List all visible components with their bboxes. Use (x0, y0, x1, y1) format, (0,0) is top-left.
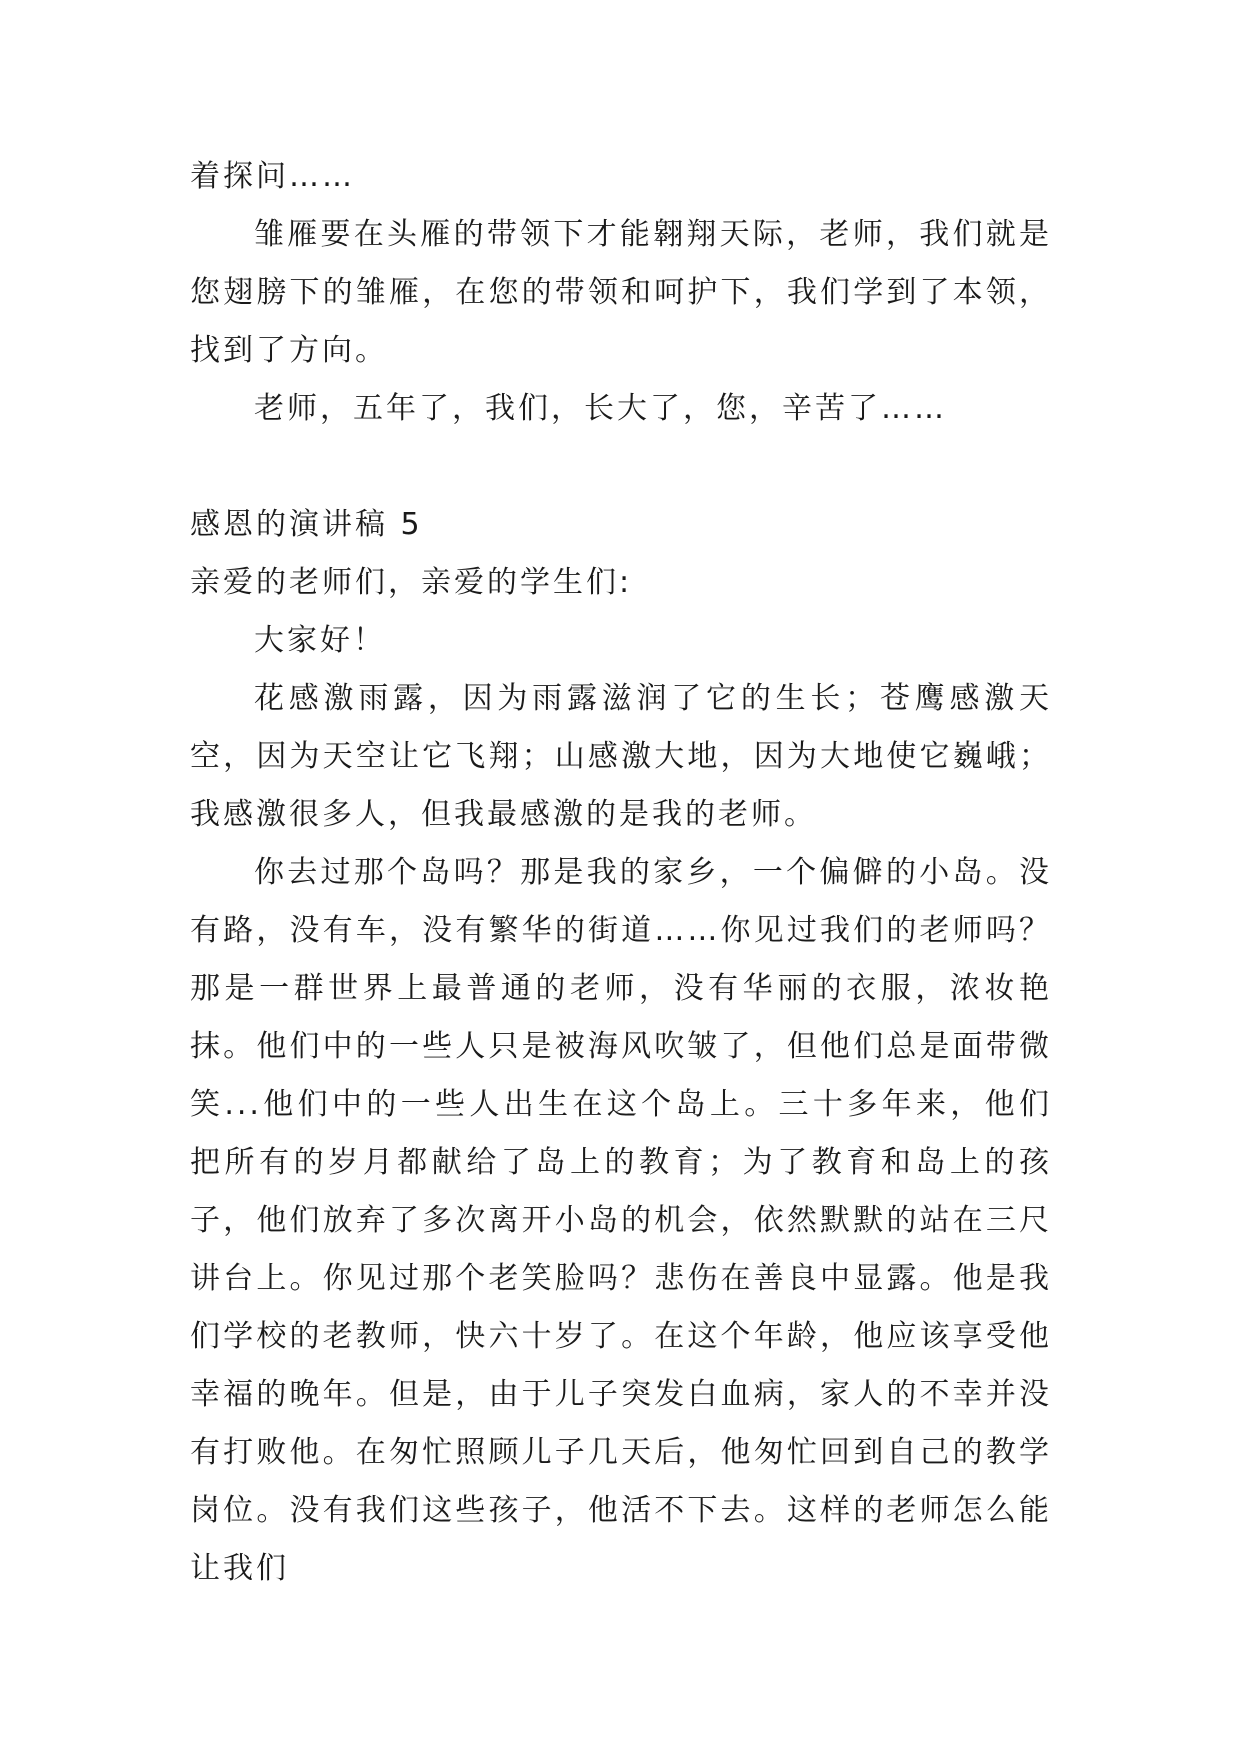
paragraph-gratitude: 花感激雨露，因为雨露滋润了它的生长；苍鹰感激天空，因为天空让它飞翔；山感激大地，因为大地使它巍峨；我感激很多人，但我最感激的是我的老师。 (190, 681, 1052, 832)
hello-line: 大家好！ (254, 623, 386, 658)
paragraph-geese: 雏雁要在头雁的带领下才能翱翔天际，老师，我们就是您翅膀下的雏雁，在您的带领和呵护下，我们学到了本领，找到了方向。 (190, 217, 1052, 368)
greeting-line: 亲爱的老师们，亲爱的学生们: (190, 565, 633, 600)
paragraph-island: 你去过那个岛吗？那是我的家乡，一个偏僻的小岛。没有路，没有车，没有繁华的街道……你见过我们的老师吗？那是一群世界上最普通的老师，没有华丽的衣服，浓妆艳抹。他们中的一些人只是被海风吹皱了，但他们总是面带微笑...他们中的一些人出生在这个岛上。三十多年来，他们把所有的岁月都献给了岛上的教育；为了教育和岛上的孩子，他们放弃了多次离开小岛的机会，依然默默的站在三尺讲台上。你见过那个老笑脸吗？悲伤在善良中显露。他是我们学校的老教师，快六十岁了。在这个年龄，他应该享受他幸福的晚年。但是，由于儿子突发白血病，家人的不幸并没有打败他。在匆忙照顾儿子几天后，他匆忙回到自己的教学岗位。没有我们这些孩子，他活不下去。这样的老师怎么能让我们 (190, 855, 1052, 1586)
paragraph-grown-up: 老师，五年了，我们，长大了，您，辛苦了…… (254, 391, 947, 426)
continuation-text: 着探问…… (190, 159, 355, 194)
section-title: 感恩的演讲稿 5 (190, 507, 423, 542)
document-body (190, 148, 1052, 1598)
section-spacer (190, 438, 1052, 496)
